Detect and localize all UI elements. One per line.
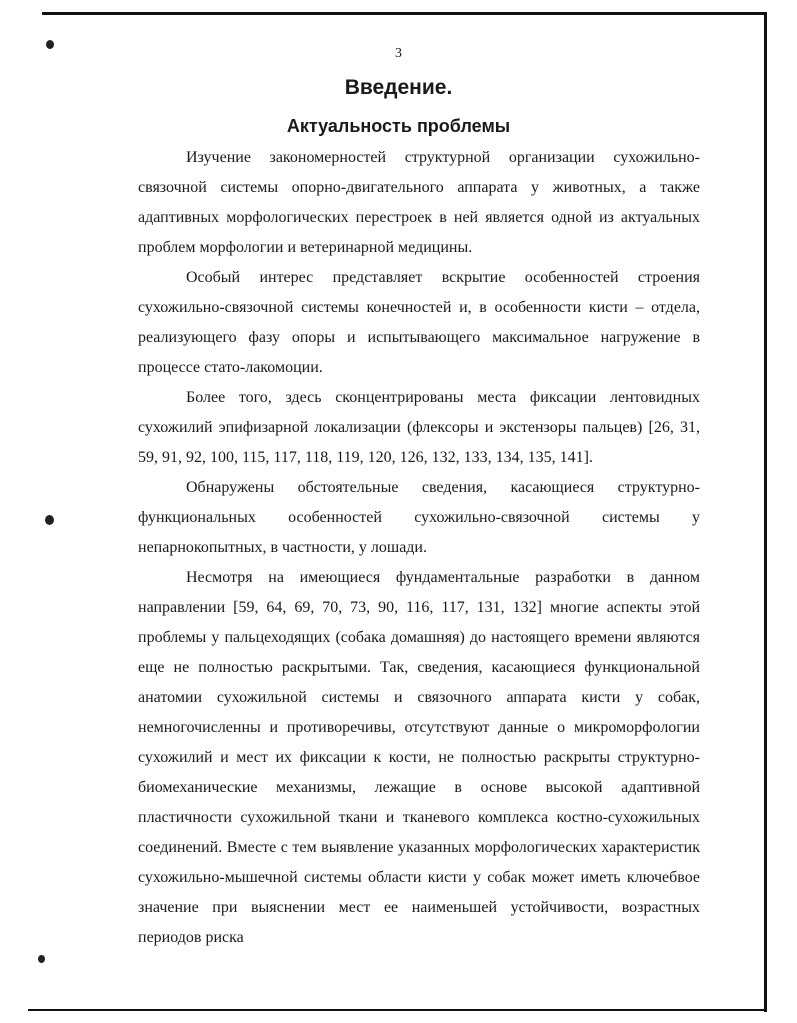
binding-hole-mark xyxy=(45,515,54,525)
body-text xyxy=(138,143,700,953)
paragraph-5: Несмотря на имеющиеся фундаментальные разработки в данном направлении [59, 64, 69, 70, 73, 90, 116, 117, 131, 132] многие аспекты этой проблемы у пальцеходящих (собака домашняя) до настоящего времени являются еще не полностью раскрытыми. Так, сведения, касающиеся функциональной анатомии сухожильной системы и связочного аппарата кисти у собак, немногочисленны и противоречивы, отсутствуют данные о микроморфологии сухожилий и мест их фиксации к кости, не полностью раскрыты структурно-биомеханические механизмы, лежащие в основе высокой адаптивной пластичности сухожильной ткани и тканевого комплекса костно-сухожильных соединений. Вместе с тем выявление указанных морфологических характеристик сухожильно-мышечной системы области кисти у собак может иметь ключебвое значение при выяснении мест ее наименьшей устойчивости, возрастных периодов риска xyxy=(138,569,700,946)
page-number: 3 xyxy=(395,46,402,61)
section-heading: Актуальность проблемы xyxy=(286,116,511,136)
paragraph-2: Особый интерес представляет вскрытие особенностей строения сухожильно-связочной системы конечностей и, в особенности кисти – отдела, реализующего фазу опоры и испытывающего максимальное нагружение в процессе стато-лакомоции. xyxy=(138,269,700,376)
binding-hole-mark xyxy=(38,955,45,963)
page-title: Введение. xyxy=(344,76,453,99)
paragraph-3: Более того, здесь сконцентрированы места фиксации лентовидных сухожилий эпифизарной локализации (флексоры и экстензоры пальцев) [26, 31, 59, 91, 92, 100, 115, 117, 118, 119, 120, 126, 132, 133, 134, 135, 141]. xyxy=(138,389,700,466)
scan-border-right xyxy=(764,12,767,1012)
paragraph-1: Изучение закономерностей структурной организации сухожильно-связочной системы опорно-двигательного аппарата у животных, а также адаптивных морфологических перестроек в ней является одной из актуальных проблем морфологии и ветеринарной медицины. xyxy=(138,149,700,256)
paragraph-4: Обнаружены обстоятельные сведения, касающиеся структурно-функциональных особенностей сухожильно-связочной системы у непарнокопытных, в частности, у лошади. xyxy=(138,479,700,556)
scan-border-bottom xyxy=(28,1009,767,1011)
scan-border-top xyxy=(42,12,767,15)
